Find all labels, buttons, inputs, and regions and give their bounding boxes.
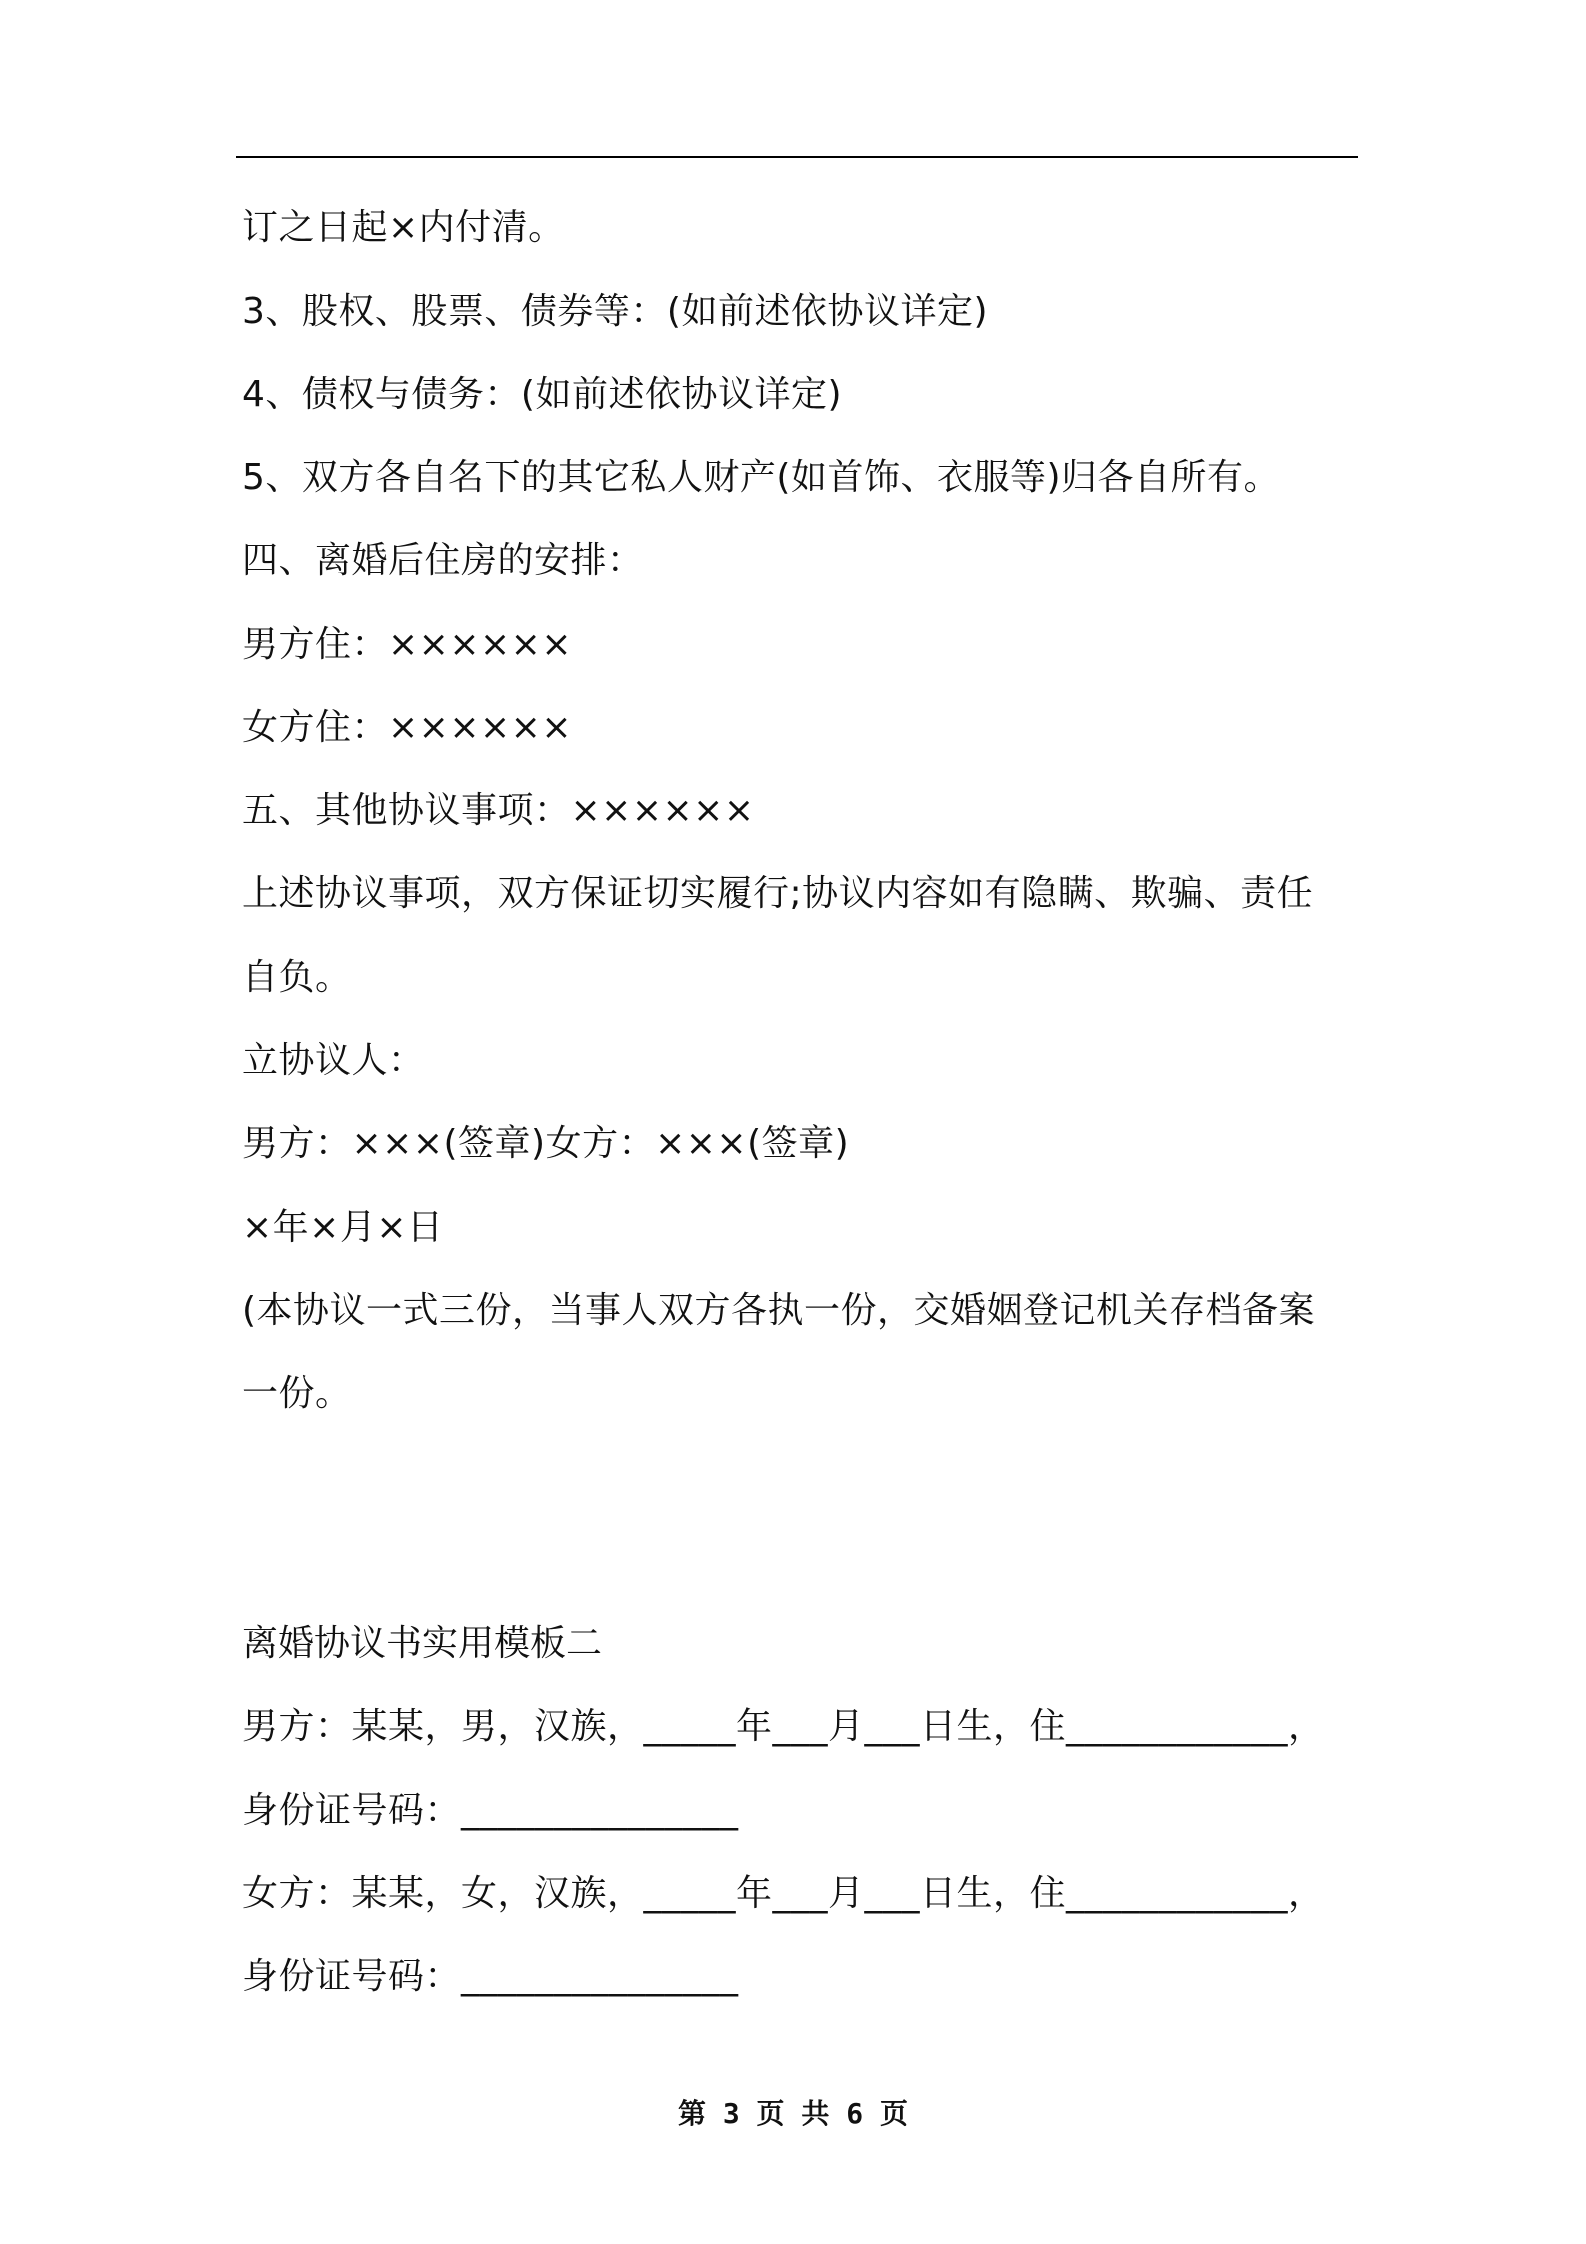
text-line: 男方：×××(签章)女方：×××(签章) [242, 1123, 850, 1164]
text-line: 5、双方各自名下的其它私人财产(如首饰、衣服等)归各自所有。 [242, 457, 1280, 498]
party-line: 女方：某某，女，汉族，_____年___月___日生，住____________， [242, 1873, 1325, 1914]
text-line: 上述协议事项，双方保证切实履行;协议内容如有隐瞒、欺骗、责任 [242, 873, 1314, 914]
text-line: ×年×月×日 [242, 1207, 444, 1248]
text-line: 立协议人： [242, 1040, 425, 1081]
text-line: 3、股权、股票、债券等：(如前述依协议详定) [242, 291, 988, 332]
header-rule [236, 156, 1358, 158]
text-line: 一份。 [242, 1373, 352, 1414]
party-line: 男方：某某，男，汉族，_____年___月___日生，住____________， [242, 1706, 1325, 1747]
party-line: 身份证号码：_______________ [242, 1790, 739, 1831]
text-line: 订之日起×内付清。 [242, 207, 565, 248]
text-line: 男方住：×××××× [242, 624, 572, 665]
text-line: 四、离婚后住房的安排： [242, 540, 644, 581]
text-line: 五、其他协议事项：×××××× [242, 790, 755, 831]
section-title: 离婚协议书实用模板二 [242, 1623, 603, 1664]
text-line: 4、债权与债务：(如前述依协议详定) [242, 374, 842, 415]
page-indicator: 第 3 页 共 6 页 [677, 2097, 908, 2130]
text-line: 自负。 [242, 957, 352, 998]
text-line: (本协议一式三份，当事人双方各执一份，交婚姻登记机关存档备案 [242, 1290, 1316, 1331]
text-line: 女方住：×××××× [242, 707, 572, 748]
party-line: 身份证号码：_______________ [242, 1956, 739, 1997]
